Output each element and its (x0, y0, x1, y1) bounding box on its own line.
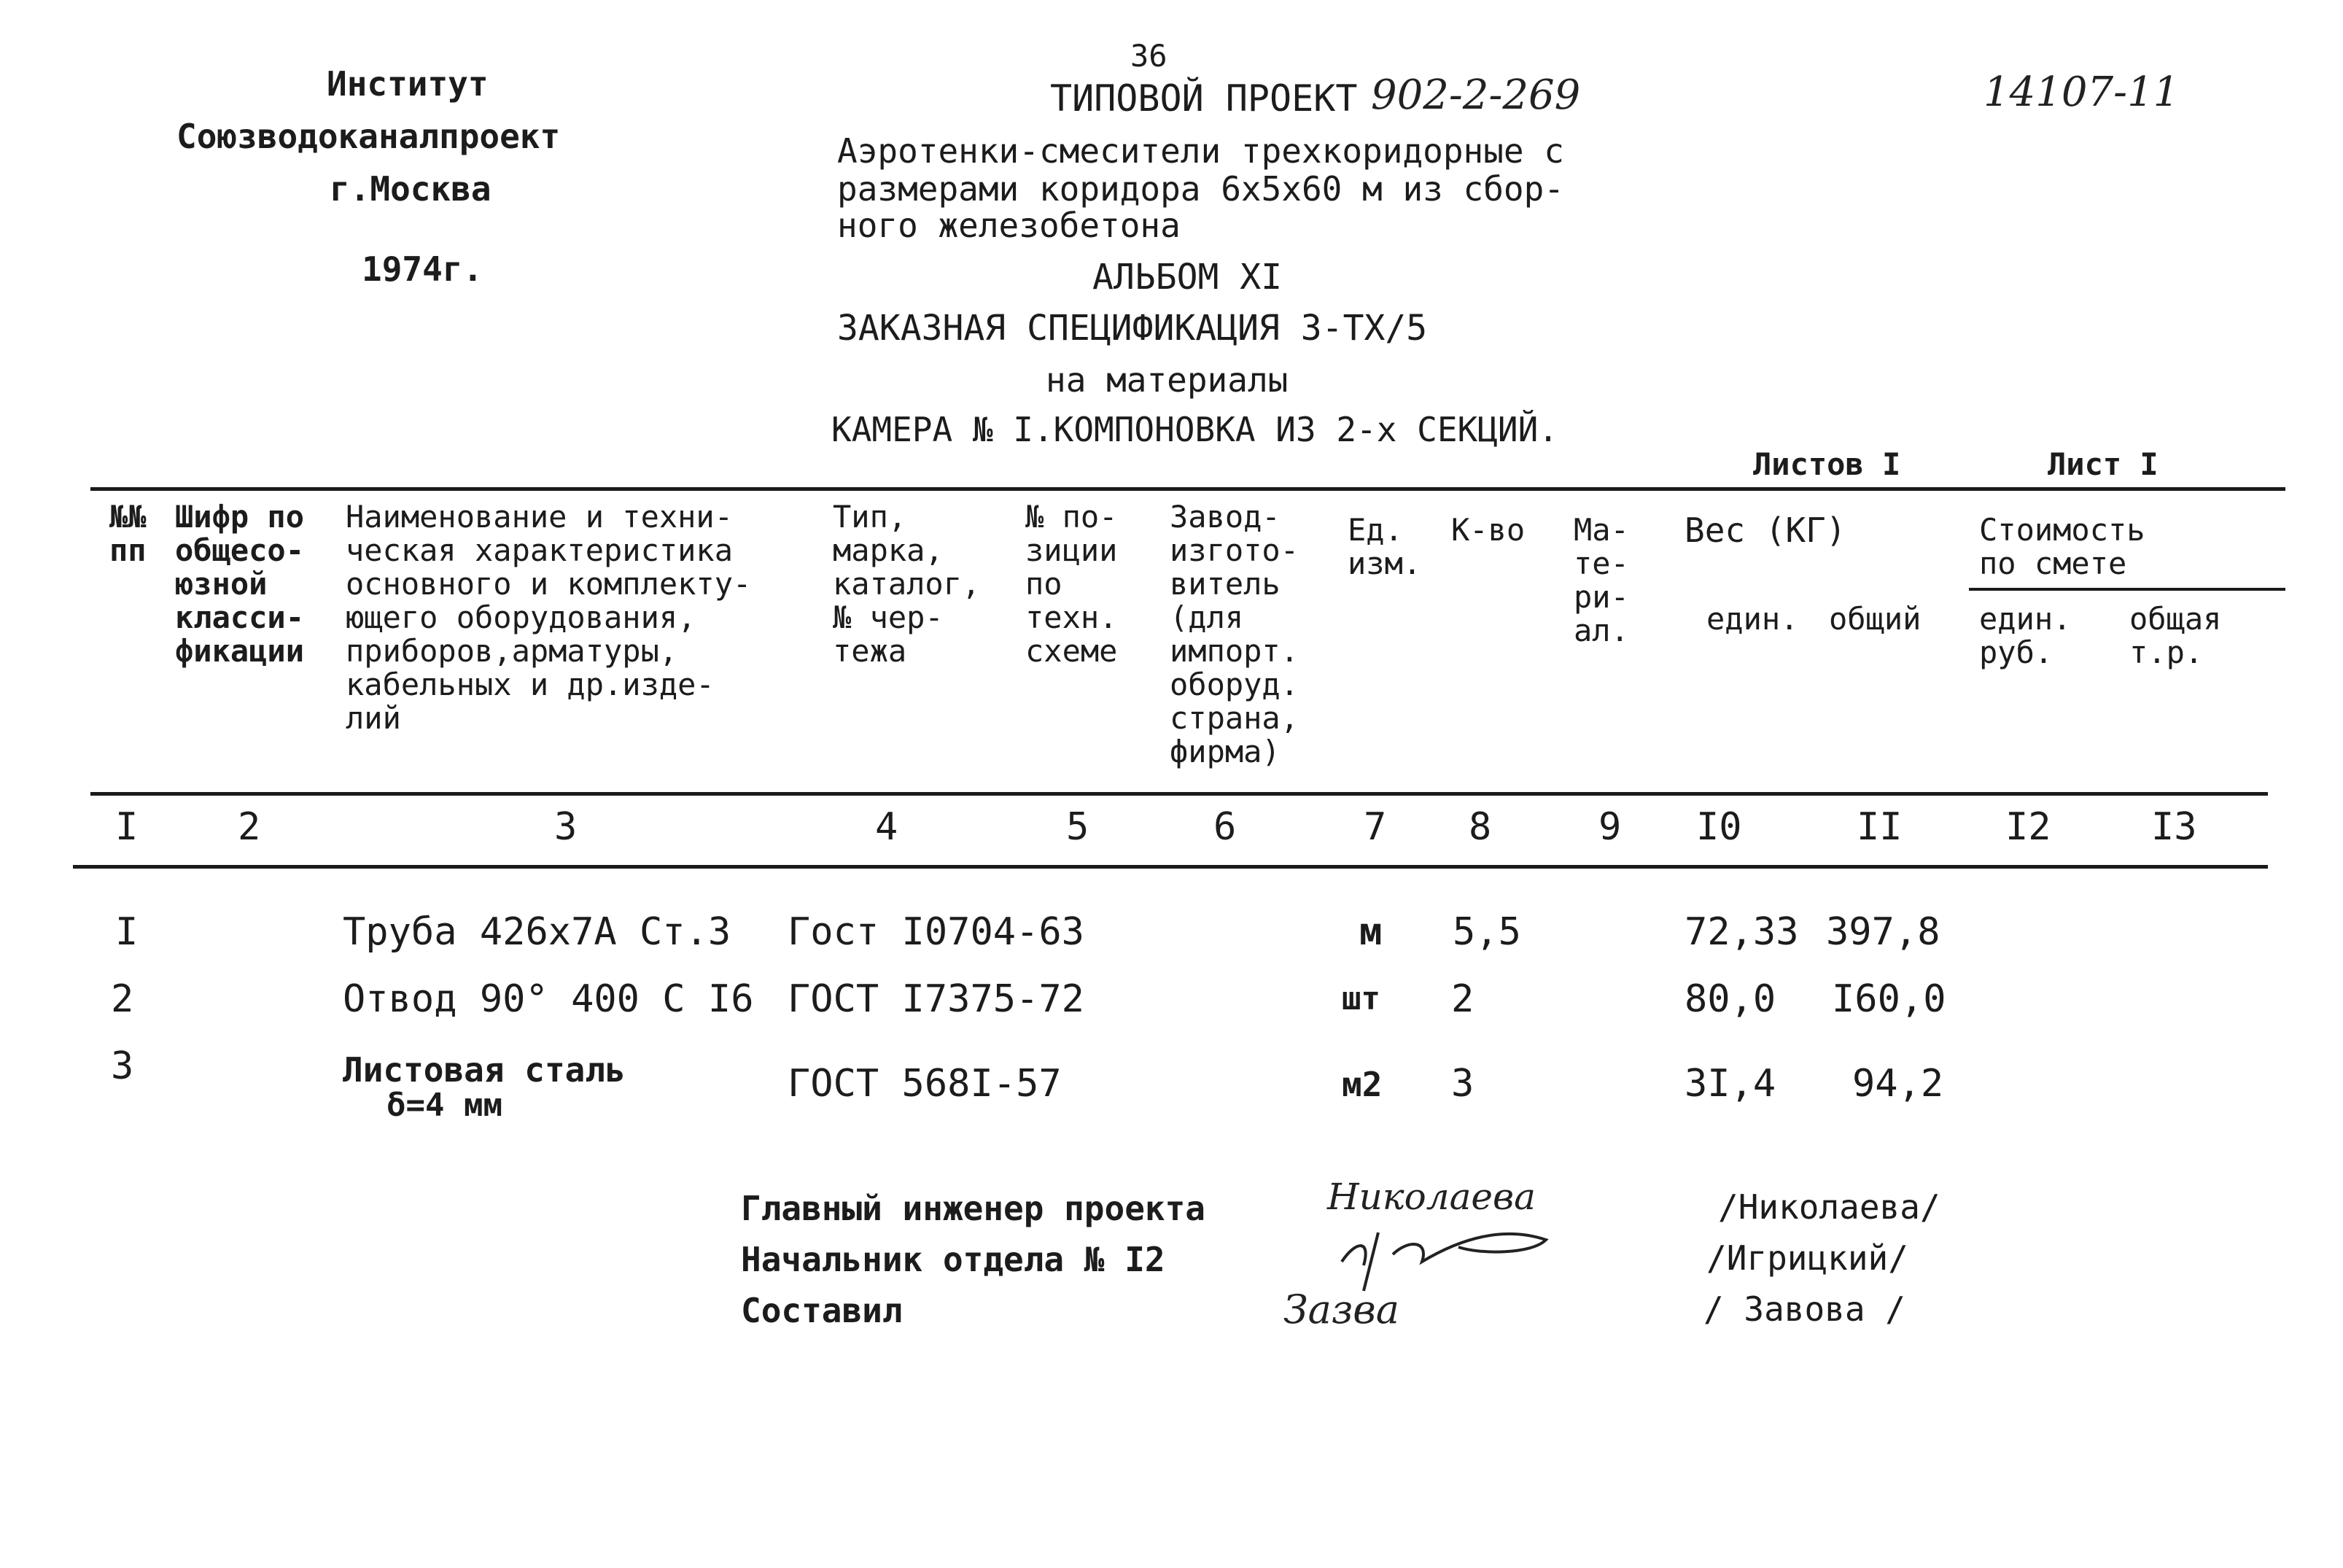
column-number: 9 (1598, 805, 1622, 849)
institute-city: г.Москва (330, 169, 491, 209)
header-manufacturer: Завод- изгото- витель (для импорт. оборуд. страна, фирма) (1170, 499, 1299, 769)
header-name-description: Наименование и техни- ческая характеристика основного и комплекту- ющего оборудования, приборов,арматуры, кабельных и др.изде- лий (346, 499, 752, 736)
row-index: 3 (111, 1044, 134, 1088)
institute-year: 1974г. (362, 249, 483, 289)
item-weight-total: 94,2 (1852, 1062, 1944, 1106)
item-weight-unit: 80,0 (1685, 977, 1776, 1021)
header-unit: Ед. изм. (1348, 512, 1422, 581)
dept-head-label: Начальник отдела № I2 (741, 1240, 1165, 1279)
item-name-detail: δ=4 мм (386, 1087, 502, 1124)
header-cost: Стоимость по смете (1979, 512, 2145, 581)
dept-head-signature (1313, 1211, 1575, 1298)
column-number: I (115, 805, 139, 849)
cost-subheader-rule (1969, 588, 2285, 591)
item-unit: шт (1342, 980, 1380, 1017)
description-line-2: размерами коридора 6х5х60 м из сбор- (837, 169, 1564, 209)
archive-number: 14107-11 (1983, 69, 2180, 116)
row-index: 2 (111, 977, 134, 1021)
header-weight-total: общий (1829, 601, 1922, 637)
item-weight-total: I60,0 (1832, 977, 1946, 1021)
spec-subtitle: на материалы (1046, 360, 1289, 400)
chamber-title: КАМЕРА № I.КОМПОНОВКА ИЗ 2-х СЕКЦИЙ. (831, 410, 1558, 449)
header-type-mark: Тип, марка, каталог, № чер- тежа (833, 499, 981, 669)
compiled-name: / Завова / (1703, 1289, 1905, 1329)
spec-title: ЗАКАЗНАЯ СПЕЦИФИКАЦИЯ 3-ТХ/5 (837, 308, 1428, 349)
description-line-1: Аэротенки-смесители трехкоридорные с (837, 131, 1564, 171)
institute-name: Союзводоканалпроект (176, 117, 561, 156)
column-number: 6 (1213, 805, 1237, 849)
compiled-label: Составил (741, 1291, 903, 1330)
item-weight-unit: 72,33 (1685, 910, 1799, 954)
project-label: ТИПОВОЙ ПРОЕКТ (1050, 77, 1358, 120)
item-type: ГОСТ I7375-72 (788, 977, 1084, 1021)
sheet-current: Лист I (2048, 446, 2159, 482)
item-unit: м (1359, 910, 1383, 954)
column-number: 4 (875, 805, 898, 849)
institute-label: Институт (327, 64, 489, 104)
column-number: I3 (2151, 805, 2197, 849)
column-number: 5 (1066, 805, 1089, 849)
item-unit: м2 (1342, 1065, 1383, 1104)
column-number: I2 (2005, 805, 2051, 849)
header-cost-total: общая т.р. (2129, 601, 2222, 670)
compiled-signature: Зазва (1283, 1286, 1399, 1332)
item-quantity: 5,5 (1453, 910, 1521, 954)
column-number: 7 (1364, 805, 1387, 849)
page-number: 36 (1130, 38, 1167, 74)
column-number: II (1857, 805, 1903, 849)
sheets-total: Листов I (1753, 446, 1901, 482)
chief-engineer-label: Главный инженер проекта (741, 1189, 1205, 1228)
item-weight-total: 397,8 (1826, 910, 1940, 954)
dept-head-name: /Игрицкий/ (1706, 1238, 1908, 1278)
column-number: 2 (238, 805, 261, 849)
column-number: 8 (1469, 805, 1492, 849)
column-numbers-rule (73, 865, 2268, 869)
column-number: 3 (554, 805, 578, 849)
header-weight-unit: един. (1706, 601, 1799, 637)
item-name: Труба 426х7А Ст.3 (343, 910, 731, 954)
item-type: ГОСТ 568I-57 (788, 1062, 1062, 1106)
project-number: 902-2-269 (1371, 71, 1581, 119)
row-index: I (115, 910, 139, 954)
item-name: Листовая сталь (343, 1050, 626, 1090)
header-position: № по- зиции по техн. схеме (1025, 499, 1118, 669)
album-title: АЛЬБОМ XI (1092, 257, 1283, 298)
description-line-3: ного железобетона (837, 206, 1181, 245)
header-cost-unit: един. руб. (1979, 601, 2072, 670)
chief-engineer-signature: Николаева (1327, 1176, 1536, 1218)
header-material: Ма- те- ри- ал. (1574, 512, 1629, 648)
header-row-number: №№ пп (109, 499, 147, 568)
header-quantity: К-во (1451, 512, 1526, 548)
column-number: I0 (1696, 805, 1742, 849)
chief-engineer-name: /Николаева/ (1718, 1187, 1940, 1227)
item-weight-unit: 3I,4 (1685, 1062, 1776, 1106)
header-weight: Вес (КГ) (1685, 511, 1846, 550)
table-top-rule (90, 487, 2285, 491)
item-type: Гост I0704-63 (788, 910, 1084, 954)
item-quantity: 3 (1451, 1062, 1474, 1106)
item-name: Отвод 90° 400 С I6 (343, 977, 754, 1021)
item-quantity: 2 (1451, 977, 1474, 1021)
header-classification-code: Шифр по общесо- юзной класси- фикации (175, 499, 305, 669)
header-bottom-rule (90, 792, 2268, 796)
